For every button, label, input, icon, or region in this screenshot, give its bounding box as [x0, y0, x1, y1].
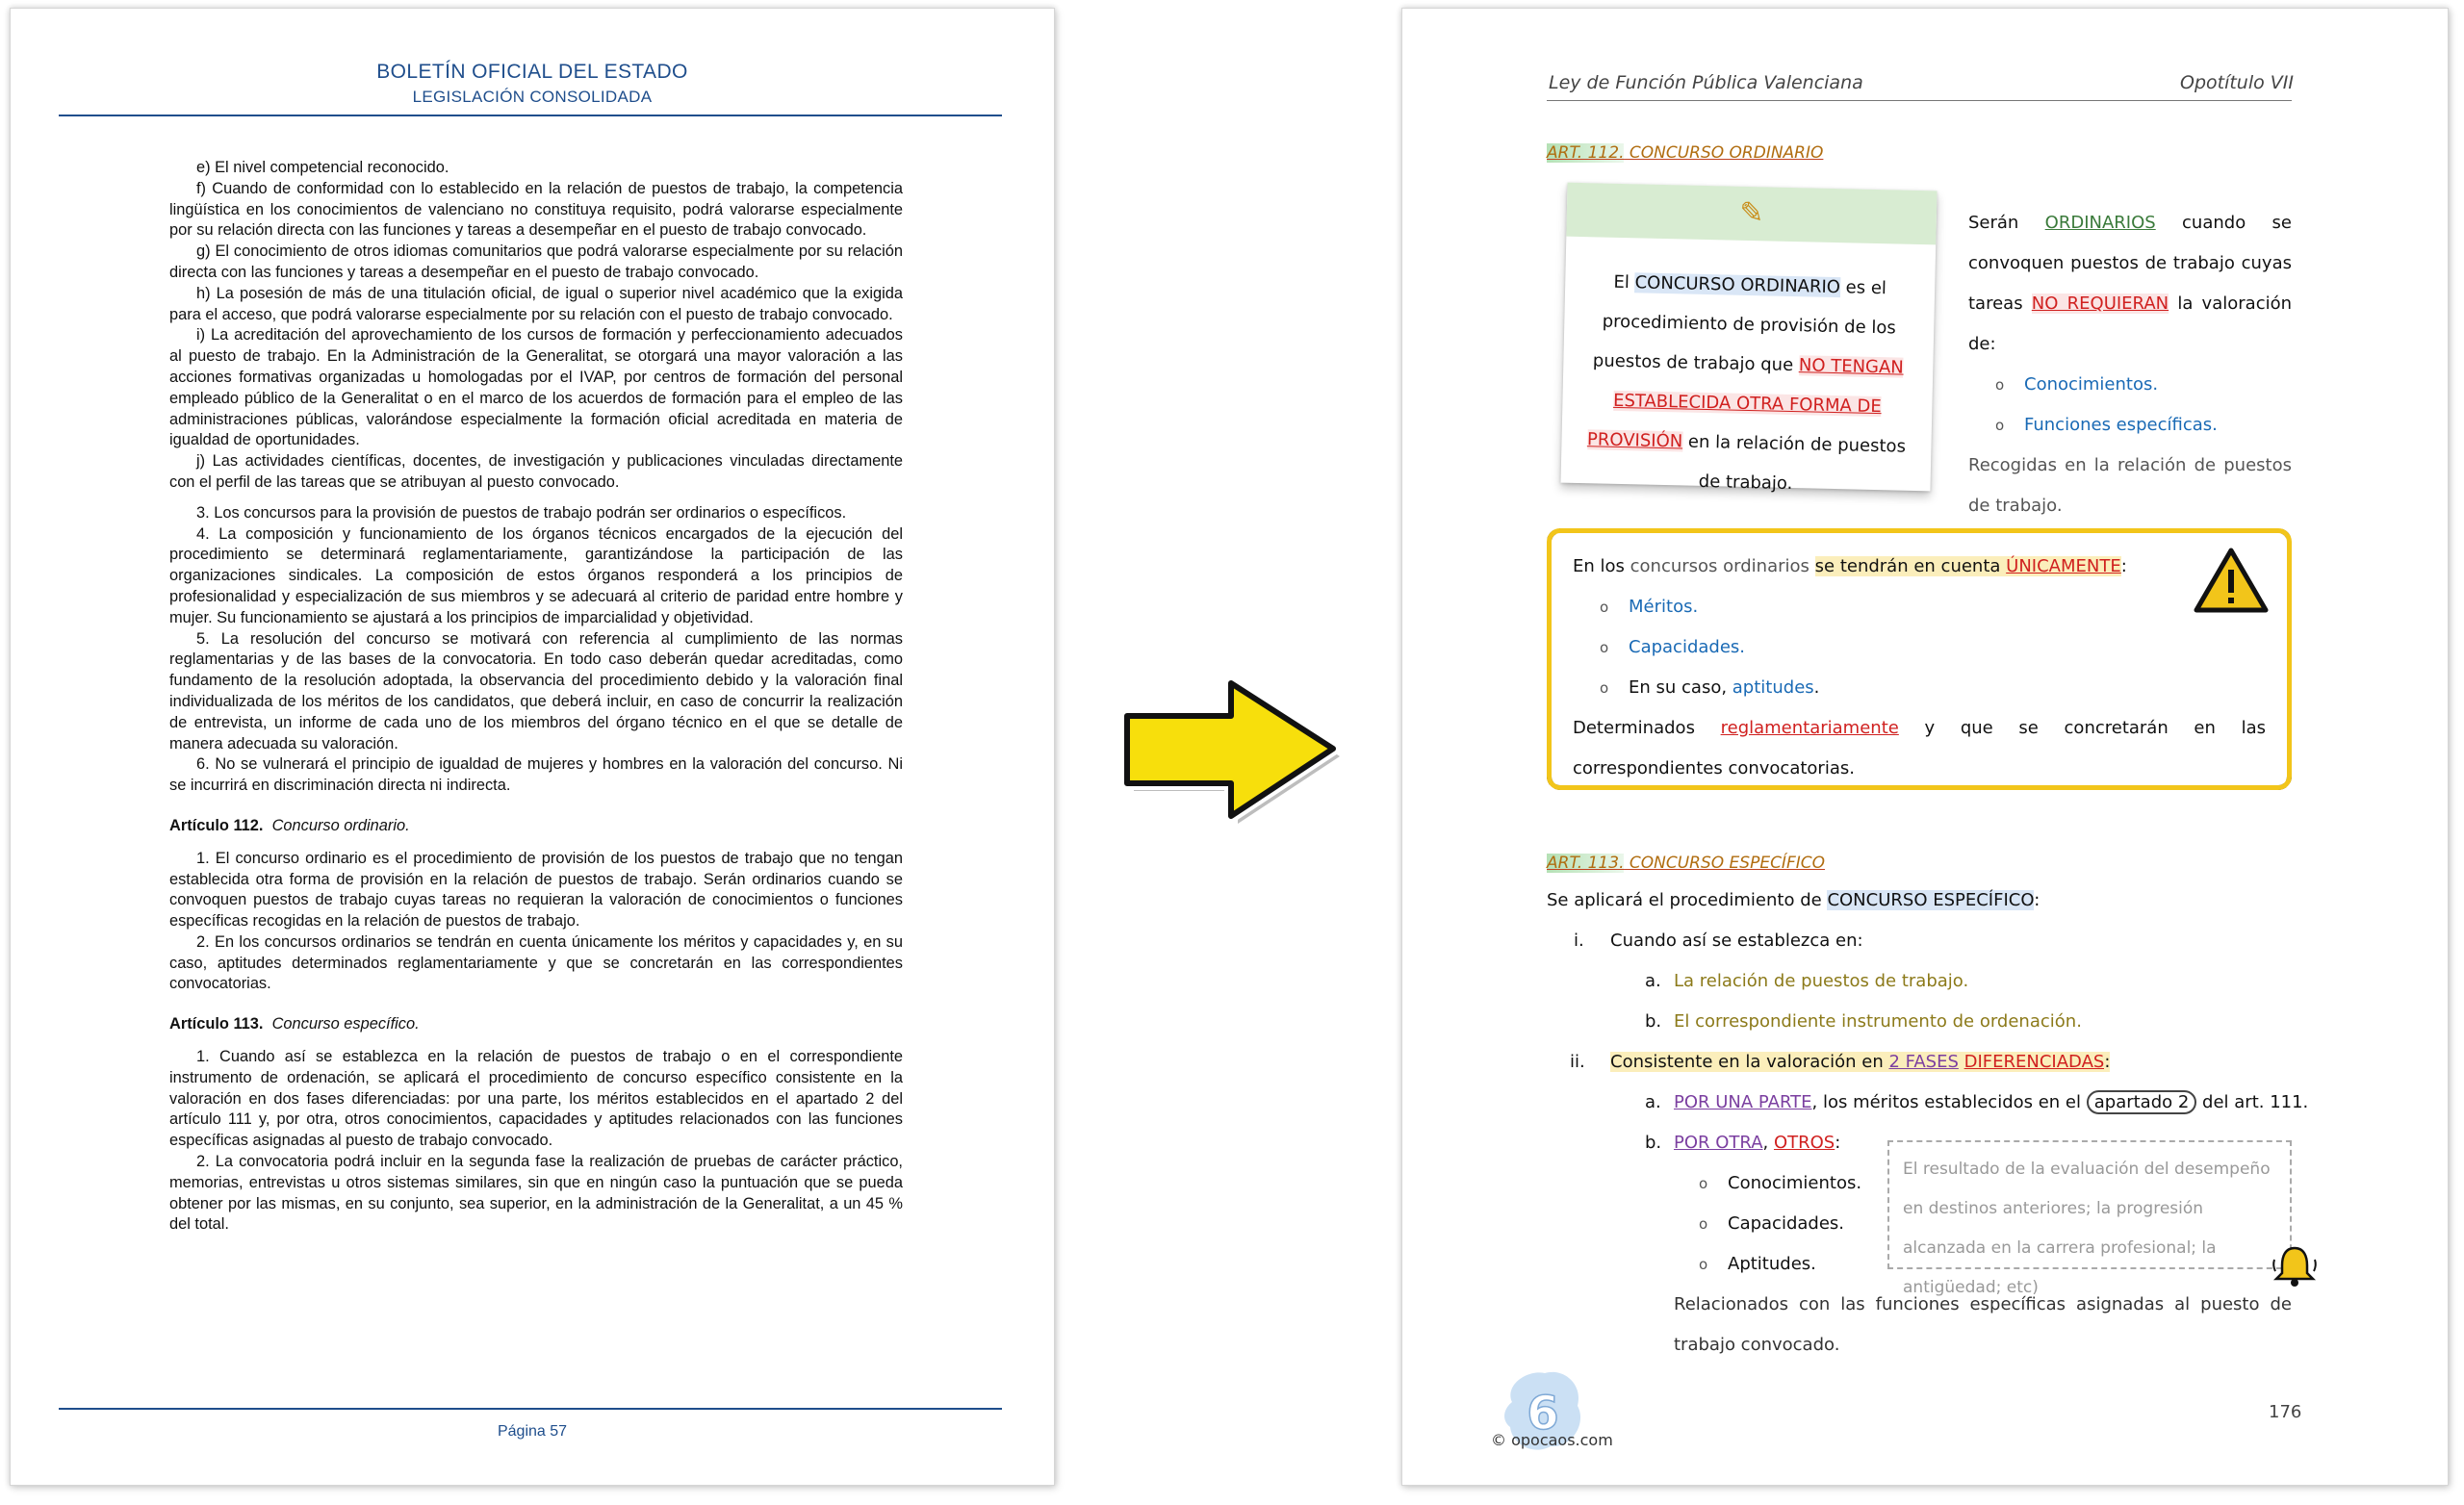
ordinarios-paragraph	[1968, 203, 2292, 365]
art-113-title	[1547, 854, 1825, 873]
sub-list-item: o Capacidades.	[1672, 1204, 1844, 1244]
diferenciadas-term: DIFERENCIADAS	[1964, 1052, 2105, 1072]
item-text-part: En su caso,	[1629, 677, 1732, 698]
apartado-2-circled: apartado 2	[2087, 1090, 2197, 1114]
letter-label: b.	[1645, 1011, 1662, 1032]
examples-note: El resultado de la evaluación del desempeño en destinos anteriores; la progresión alcanzada en la carrera profesional; la antigüedad; etc)	[1887, 1140, 2292, 1269]
por-una-parte-term: POR UNA PARTE	[1674, 1092, 1812, 1112]
item-text-part: .	[1813, 677, 1820, 698]
header-rule	[1547, 100, 2292, 101]
list-item: o Méritos.	[1573, 587, 2266, 627]
intro-text-part: Se aplicará el procedimiento de	[1547, 890, 1828, 910]
fases-text-part	[1959, 1052, 1964, 1072]
ordinarios-term: ORDINARIOS	[2044, 213, 2156, 233]
dos-fases-term: 2 FASES	[1888, 1052, 1959, 1072]
letter-label: a.	[1645, 1092, 1661, 1112]
otros-term: OTROS	[1773, 1133, 1835, 1153]
boe-source-page	[10, 8, 1055, 1486]
warn-text-part: En los	[1573, 556, 1630, 576]
list-item: o Capacidades.	[1573, 627, 2266, 668]
bell-icon	[2271, 1242, 2319, 1288]
article-113-label: Artículo 113.	[169, 1015, 264, 1033]
reglamentariamente-term: reglamentariamente	[1720, 718, 1899, 738]
boe-paragraph: 2. En los concursos ordinarios se tendrán en cuenta únicamente los méritos y capacidades y, en su caso, aptitudes determinados reglamentariamente y que se concretarán en las correspondientes convocatorias.	[169, 932, 903, 993]
article-112-heading	[169, 816, 903, 837]
tendran-en-cuenta-term: se tendrán en cuenta	[1814, 556, 2007, 576]
warn-text-part: y que se concretarán en las correspondientes convocatorias.	[1573, 718, 2266, 778]
fases-text-part: Consistente en la valoración en	[1610, 1052, 1889, 1072]
boe-paragraph: 4. La composición y funcionamiento de los órganos técnicos encargados de la ejecución del procedimiento se determinará reglamentariamente, garantizándose la participación de las organizaciones sindicales. La composición de estos órganos responderá a los principios de profesionalidad y especialización de sus miembros y se adecuará al criterio de paridad entre hombre y mujer. Su funcionamiento se ajustará a los principios de imparcialidad y objetividad.	[169, 524, 903, 626]
por-otra-text	[1674, 1123, 1840, 1163]
list-item: o Conocimientos.	[1968, 365, 2292, 405]
boe-title: BOLETÍN OFICIAL DEL ESTADO	[376, 61, 688, 83]
boe-paragraph: 1. Cuando así se establezca en la relación de puestos de trabajo o en el correspondiente instrumento de ordenación, se aplicará el procedimiento de concurso específico consistente en la valoración en dos fases diferenciadas: por una parte, los méritos establecidos en el apartado 2 del artículo 111 y, por otra, otros conocimientos, capacidades y aptitudes relacionados con las funciones específicas asignadas al puesto de trabajo convocado.	[169, 1048, 903, 1150]
concurso-ordinario-term: CONCURSO ORDINARIO	[1634, 272, 1841, 298]
rpt-item: La relación de puestos de trabajo.	[1674, 971, 1969, 991]
ordinarios-explanation	[1968, 203, 2292, 526]
item-text-part: del art. 111.	[2196, 1092, 2309, 1112]
fases-text	[1610, 1042, 2110, 1083]
boe-paragraph: i) La acreditación del aprovechamiento de los cursos de formación y perfeccionamiento adecuados al puesto de trabajo. En la Administración de la Generalitat, se otorgará una mayor valoración a las acciones formativas organizadas u homologadas por el IVAP, por centros de formación del personal empleado público de la Generalitat o en el marco de los acuerdos de formación para el empleo de las administraciones públicas, valorándose especialmente la formación oficial acreditada en materia de igualdad de oportunidades.	[169, 326, 903, 449]
header-law-name: Ley de Función Pública Valenciana	[1549, 72, 1863, 93]
boe-header	[11, 61, 1054, 107]
article-112-label: Artículo 112.	[169, 816, 264, 834]
art-112-title	[1547, 143, 1823, 163]
item-text-part: ,	[1762, 1133, 1774, 1153]
boe-paragraph: 2. La convocatoria podrá incluir en la segunda fase la realización de pruebas de carácter práctico, memorias, entrevistas u otros sistemas similares, sin que en ningún caso la puntuación que se pueda obtener por las mismas, en su conjunto, sea superior, en la administración de la Generalitat, a un 45 % del total.	[169, 1153, 903, 1234]
boe-paragraph: g) El conocimiento de otros idiomas comunitarios que podrá valorarse especialmente por su relación directa con las funciones y tareas a desempeñar en el puesto de trabajo convocado.	[169, 242, 903, 281]
boe-paragraph: f) Cuando de conformidad con lo establecido en la relación de puestos de trabajo, la competencia lingüística en los conocimientos de valenciano no constituya requisito, podrá valorarse especialmente por su relación directa con las funciones y tareas a desempeñar en el puesto de trabajo convocado.	[169, 179, 903, 240]
article-112-name: Concurso ordinario.	[271, 816, 410, 834]
roman-label: ii.	[1570, 1052, 1585, 1072]
no-establecida-term: NO TENGAN ESTABLECIDA OTRA FORMA DE PROVISIÓN	[1586, 355, 1905, 452]
por-otra-term: POR OTRA	[1674, 1133, 1763, 1153]
note-text-part: El	[1613, 271, 1635, 293]
side-text-part: la valoración de:	[1968, 293, 2293, 354]
article-113-name: Concurso específico.	[271, 1015, 420, 1033]
logo-text: © opocaos.com	[1491, 1431, 1613, 1449]
boe-body	[169, 158, 903, 1236]
art-112-number: ART. 112.	[1547, 143, 1625, 163]
note-text-part: en la relación de puestos de trabajo.	[1681, 431, 1907, 495]
boe-paragraph: j) Las actividades científicas, docentes, de investigación y publicaciones vinculadas directamente con el perfil de las tareas que se atribuyan al puesto convocado.	[169, 452, 903, 491]
fases-text-part: :	[2104, 1052, 2111, 1072]
por-una-parte-text	[1674, 1083, 2308, 1123]
instrumento-item: El correspondiente instrumento de ordenación.	[1674, 1011, 2082, 1032]
item-text-part: , los méritos establecidos en el	[1811, 1092, 2087, 1112]
boe-paragraph: 1. El concurso ordinario es el procedimiento de provisión de los puestos de trabajo que no tengan establecida otra forma de provisión en la relación de puestos de trabajo. Serán ordinarios cuando se convoquen puestos de trabajo cuyas tareas no requieran la valoración de conocimientos o funciones específicas recogidas en la relación de puestos de trabajo.	[169, 849, 903, 931]
boe-subtitle: LEGISLACIÓN CONSOLIDADA	[412, 88, 653, 106]
definition-text	[1560, 237, 1936, 507]
warn-text-part: :	[2120, 556, 2127, 576]
no-requieran-term: NO REQUIERAN	[2031, 293, 2169, 314]
boe-footer-rule	[59, 1408, 1002, 1410]
determinados-text	[1573, 708, 2266, 789]
header-chapter: Opotítulo VII	[2179, 72, 2294, 93]
pencil-icon: ✎	[1566, 183, 1937, 245]
recogidas-text: Recogidas en la relación de puestos de trabajo.	[1968, 455, 2292, 516]
cuando-establezca-text: Cuando así se establezca en:	[1610, 931, 1863, 951]
side-text-part: cuando se convoquen puestos de trabajo cuyas tareas	[1968, 213, 2292, 314]
boe-paragraph: 3. Los concursos para la provisión de puestos de trabajo podrán ser ordinarios o específicos.	[196, 503, 847, 522]
list-item	[1573, 668, 2266, 708]
boe-page-number: Página 57	[497, 1423, 568, 1440]
list-item: o Funciones específicas.	[1968, 405, 2292, 446]
unicamente-term: ÚNICAMENTE	[2006, 556, 2121, 576]
note-text-part: es el procedimiento de provisión de los puestos de trabajo que	[1592, 277, 1897, 376]
page-number: 176	[2269, 1402, 2302, 1422]
letter-label: b.	[1645, 1133, 1662, 1153]
boe-paragraph: e) El nivel competencial reconocido.	[196, 159, 449, 176]
concursos-ordinarios-term: concursos ordinarios	[1630, 556, 1810, 576]
sub-list-item: o Conocimientos.	[1672, 1163, 1861, 1204]
summary-page	[1401, 8, 2449, 1486]
article-113-heading	[169, 1014, 903, 1035]
boe-paragraph: h) La posesión de más de una titulación oficial, de igual o superior nivel académico que la exigida para el acceso, que podrá valorarse especialmente por su relación con el puesto de trabajo convocado.	[169, 284, 903, 323]
relacionados-text: Relacionados con las funciones específicas asignadas al puesto de trabajo convocado.	[1674, 1294, 2292, 1355]
warn-text-part: Determinados	[1573, 718, 1721, 738]
right-arrow-icon	[1112, 674, 1352, 832]
aptitudes-term: aptitudes	[1732, 677, 1814, 698]
boe-paragraph: 6. No se vulnerará el principio de igualdad de mujeres y hombres en la valoración del concurso. Ni se incurrirá en discriminación directa ni indirecta.	[169, 755, 903, 795]
sub-list-item: o Aptitudes.	[1672, 1244, 1816, 1285]
intro-text-part: :	[2034, 890, 2040, 910]
art-113-intro	[1547, 880, 2040, 921]
side-text-part: Serán	[1968, 213, 2045, 233]
art-113-number: ART. 113.	[1547, 854, 1625, 873]
concurso-especifico-term: CONCURSO ESPECÍFICO	[1827, 890, 2035, 910]
definition-note	[1561, 183, 1938, 495]
boe-paragraph: 5. La resolución del concurso se motivará con referencia al cumplimiento de las normas reglamentarias y de las bases de la convocatoria. En todo caso deberán quedar acreditadas, como fundamento de la resolución adoptada, la observancia del procedimiento debido y la valoración final individualizada de los méritos de los candidatos, que deberá incluir, en caso de concurrir la realización de entrevista, un informe de cada uno de los miembros del órgano técnico en el que se detalle de manera adecuada su valoración.	[169, 629, 903, 752]
boe-header-rule	[59, 115, 1002, 116]
warning-intro	[1573, 547, 2266, 587]
warn-text-part	[1810, 556, 1815, 576]
letter-label: a.	[1645, 971, 1661, 991]
warning-box	[1547, 528, 2292, 790]
roman-label: i.	[1574, 931, 1584, 951]
item-text-part: :	[1835, 1133, 1841, 1153]
art-113-name: CONCURSO ESPECÍFICO	[1624, 854, 1825, 873]
art-112-name: CONCURSO ORDINARIO	[1624, 143, 1824, 163]
logo-glyph: 6	[1527, 1387, 1559, 1441]
